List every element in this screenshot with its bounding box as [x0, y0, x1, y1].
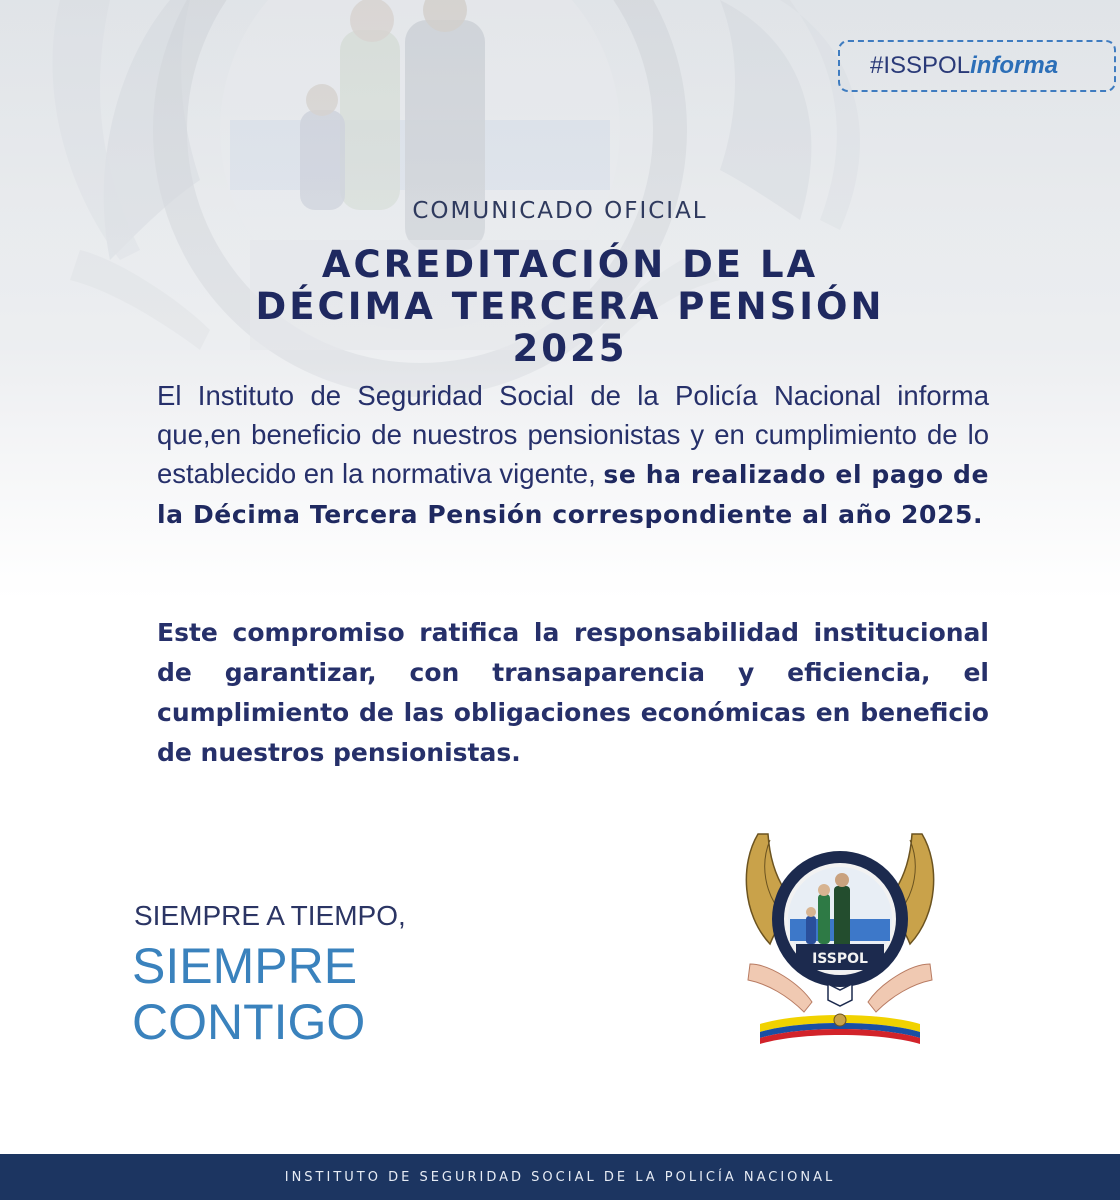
slogan-line-3: CONTIGO — [132, 994, 366, 1050]
slogan-main — [132, 938, 365, 1050]
announcement-paragraph-2 — [157, 612, 989, 772]
hashtag-suffix: informa — [970, 52, 1059, 79]
title-line-3: 2025 — [512, 327, 628, 370]
hashtag-prefix: #ISSPOL — [870, 52, 971, 79]
paragraph-1-bold: se ha realizado el pago de la Décima Tercera Pensión correspondiente al año 2025. — [157, 460, 990, 529]
paragraph-1-regular: El Instituto de Seguridad Social de la Policía Nacional informa que,en beneficio de nuestros pensionistas y en cumplimiento de lo establecido en la normativa vigente, — [157, 380, 989, 489]
slogan-line-2: SIEMPRE — [132, 938, 358, 994]
page-title — [180, 244, 960, 370]
title-line-1: ACREDITACIÓN DE LA — [321, 243, 819, 286]
announcement-paragraph-1 — [157, 376, 989, 534]
isspol-emblem-icon — [740, 824, 940, 1054]
slogan-line-1: SIEMPRE A TIEMPO, — [134, 900, 406, 931]
footer-bar — [0, 1154, 1120, 1200]
isspol-logo — [740, 824, 940, 1054]
logo-text: ISSPOL — [812, 951, 868, 967]
footer-text: INSTITUTO DE SEGURIDAD SOCIAL DE LA POLICÍA NACIONAL — [284, 1169, 836, 1185]
paragraph-2-text: Este compromiso ratifica la responsabilidad institucional de garantizar, con transaparencia y eficiencia, el cumplimiento de las obligaciones económicas en beneficio de nuestros pensionistas. — [157, 618, 989, 767]
title-line-2: DÉCIMA TERCERA PENSIÓN — [255, 285, 885, 328]
comunicado-kicker: COMUNICADO OFICIAL — [412, 198, 708, 224]
hashtag-badge — [838, 40, 1116, 92]
